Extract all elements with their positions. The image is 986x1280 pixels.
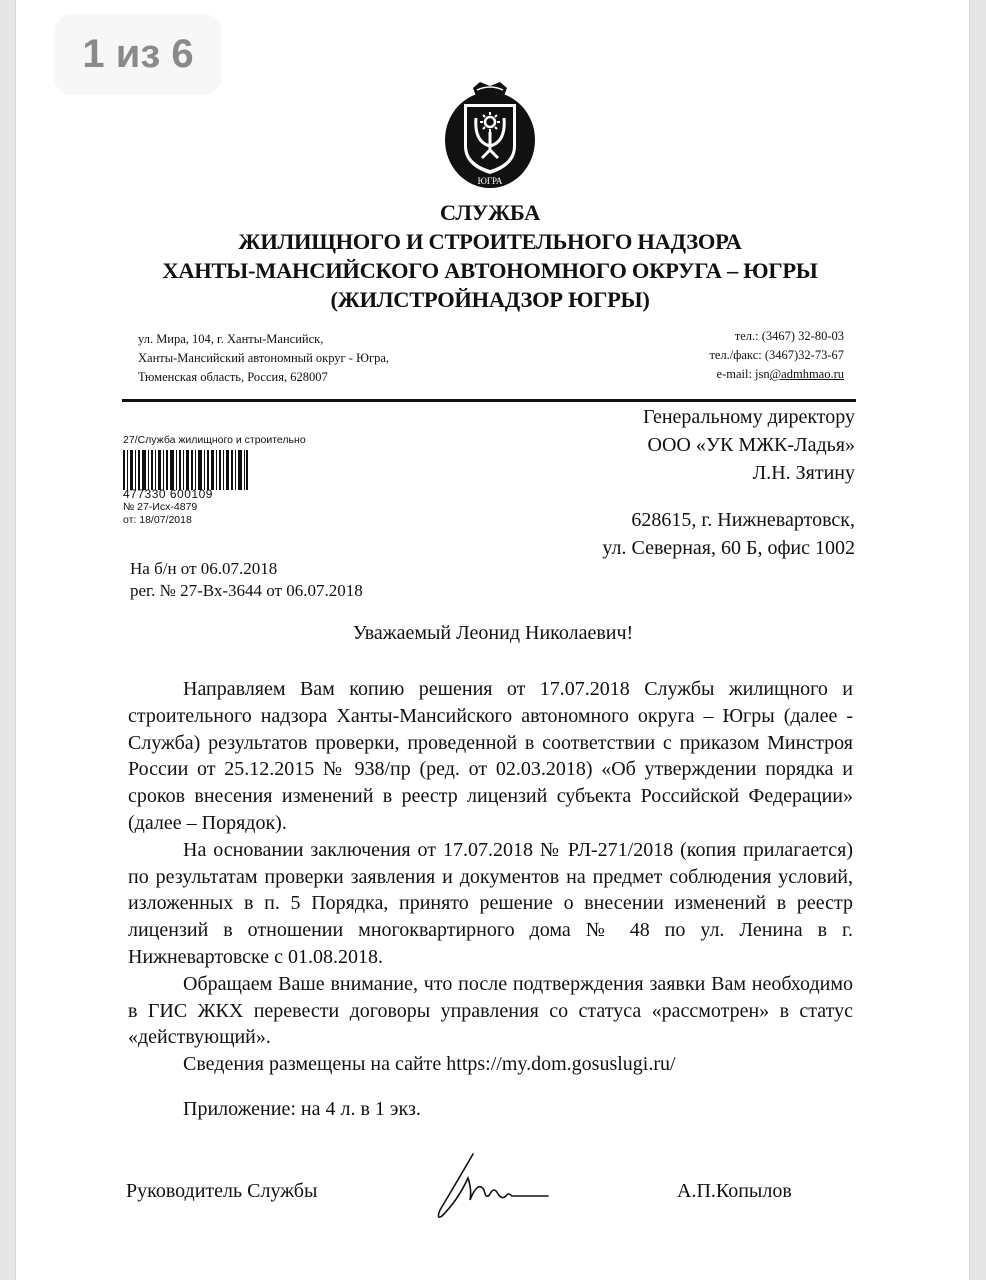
attachment-note: Приложение: на 4 л. в 1 экз. (183, 1097, 421, 1120)
org-title-line: ХАНТЫ-МАНСИЙСКОГО АВТОНОМНОГО ОКРУГА – ЮГРЫ (162, 258, 818, 283)
barcode-icon (123, 450, 248, 490)
org-title-line: СЛУЖБА (439, 200, 541, 225)
barcode-number: 477330 600109 (123, 487, 213, 501)
greeting: Уважаемый Леонид Николаевич! (352, 622, 634, 644)
reference-line: На б/н от 06.07.2018 (130, 559, 278, 578)
email (709, 365, 844, 384)
recipient-line: ООО «УК МЖК-Ладья» (647, 434, 855, 456)
sender-contacts (709, 327, 844, 384)
body-paragraph: Обращаем Ваше внимание, что после подтверждения заявки Вам необходимо в ГИС ЖКХ перевести договоры управления со статуса «рассмотрен» в статус «действующий». (128, 972, 853, 1049)
org-title-line: ЖИЛИЩНОГО И СТРОИТЕЛЬНОГО НАДЗОРА (238, 229, 742, 254)
sender-address (138, 330, 389, 387)
recipient-block (643, 403, 855, 487)
org-title-line: (ЖИЛСТРОЙНАДЗОР ЮГРЫ) (330, 287, 650, 312)
recipient-line: Генеральному директору (642, 406, 855, 428)
email-label: e-mail: jsn (716, 367, 770, 381)
recipient-address-line: ул. Северная, 60 Б, офис 1002 (602, 537, 855, 559)
sender-address-line: ул. Мира, 104, г. Ханты-Мансийск, (138, 332, 324, 346)
reference-block (130, 558, 363, 602)
sender-address-line: Ханты-Мансийский автономный округ - Югра, (138, 351, 389, 365)
body-paragraph: Сведения размещены на сайте https://my.dom.gosuslugi.ru/ (183, 1053, 676, 1076)
handwritten-signature-icon (428, 1150, 558, 1226)
stamp-date: от: 18/07/2018 (123, 514, 192, 526)
outgoing-number: № 27-Исх-4879 (123, 501, 198, 513)
letterhead-divider (122, 399, 856, 402)
reference-line: рег. № 27-Вх-3644 от 06.07.2018 (130, 581, 363, 600)
letter-body (128, 676, 853, 1123)
body-paragraph: На основании заключения от 17.07.2018 № РЛ-271/2018 (копия прилагается) по результатам проверки заявления и документов на предмет соблюдения условий, изложенных в п. 5 Порядка, принято решение о внесении изменений в реестр лицензий в отношении многоквартирного дома № 48 по ул. Ленина в г. Нижневартовске с 01.08.2018. (128, 838, 853, 968)
body-paragraph: Направляем Вам копию решения от 17.07.2018 Службы жилищного и строительного надзора Ханты-Мансийского автономного округа – Югры (далее - Служба) результатов проверки, проведенной в соответствии с приказом Минстроя России от 25.12.2015 № 938/пр (ред. от 02.03.2018) «Об утверждении порядка и сроков внесения изменений в реестр лицензий субъекта Российской Федерации» (далее – Порядок). (128, 678, 853, 834)
recipient-line: Л.Н. Зятину (752, 462, 855, 484)
yugra-coat-of-arms-icon (440, 80, 540, 192)
sender-address-line: Тюменская область, Россия, 628007 (138, 370, 328, 384)
registration-stamp (123, 434, 306, 527)
page-counter-badge: 1 из 6 (54, 14, 222, 95)
svg-text:ЮГРА: ЮГРА (477, 176, 503, 186)
organization-title (100, 198, 880, 314)
fax-number: тел./факс: (3467)32-73-67 (709, 348, 844, 362)
stamp-department: 27/Служба жилищного и строительно (123, 434, 306, 446)
signatory-role: Руководитель Службы (126, 1180, 318, 1202)
email-link[interactable]: @admhmao.ru (769, 367, 844, 381)
signatory-name: А.П.Копылов (677, 1180, 792, 1202)
recipient-address-line: 628615, г. Нижневартовск, (631, 509, 855, 531)
phone-number: тел.: (3467) 32-80-03 (734, 329, 844, 343)
recipient-address (602, 506, 855, 562)
